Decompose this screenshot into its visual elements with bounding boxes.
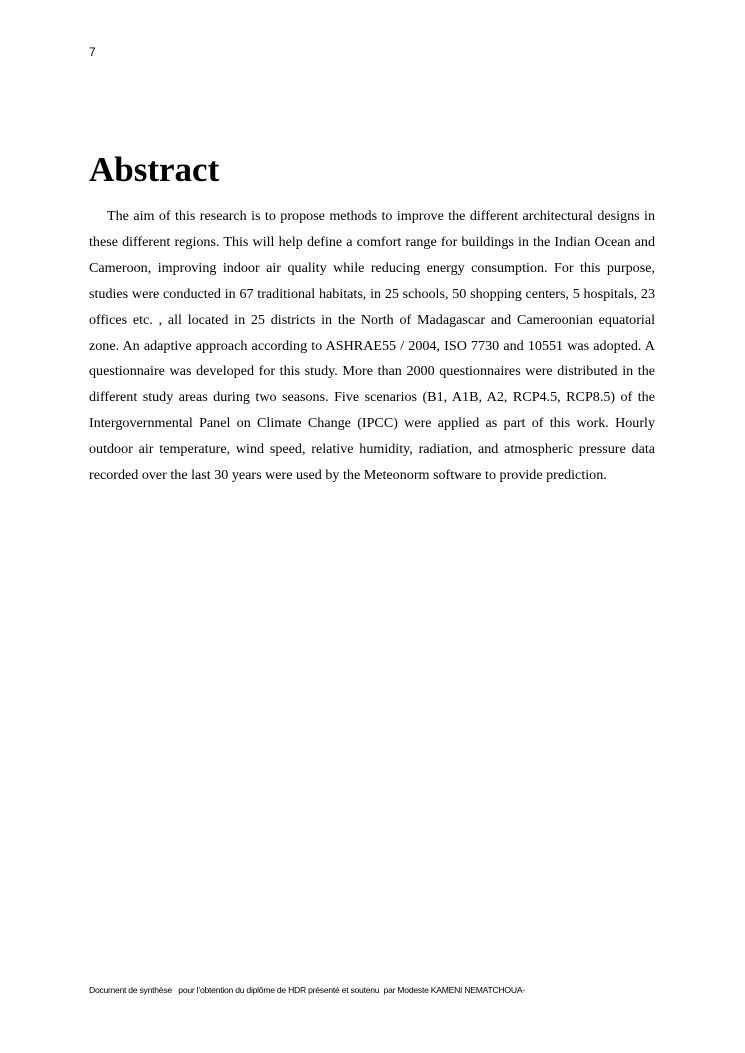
page-footer: Document de synthèse pour l’obtention du diplôme de HDR présenté et soutenu par Modeste KAMENI NEMATCHOUA- (89, 985, 525, 995)
abstract-title: Abstract (89, 150, 220, 189)
abstract-body: The aim of this research is to propose methods to improve the different architectural designs in these different regions. This will help define a comfort range for buildings in the Indian Ocean and Cameroon, improving indoor air quality while reducing energy consumption. For this purpose, studies were conducted in 67 traditional habitats, in 25 schools, 50 shopping centers, 5 hospitals, 23 offices etc. , all located in 25 districts in the North of Madagascar and Cameroonian equatorial zone. An adaptive approach according to ASHRAE55 / 2004, ISO 7730 and 10551 was adopted. A questionnaire was developed for this study. More than 2000 questionnaires were distributed in the different study areas during two seasons. Five scenarios (B1, A1B, A2, RCP4.5, RCP8.5) of the Intergovernmental Panel on Climate Change (IPCC) were applied as part of this work. Hourly outdoor air temperature, wind speed, relative humidity, radiation, and atmospheric pressure data recorded over the last 30 years were used by the Meteonorm software to provide prediction. (89, 208, 655, 484)
page-number: 7 (89, 45, 96, 59)
